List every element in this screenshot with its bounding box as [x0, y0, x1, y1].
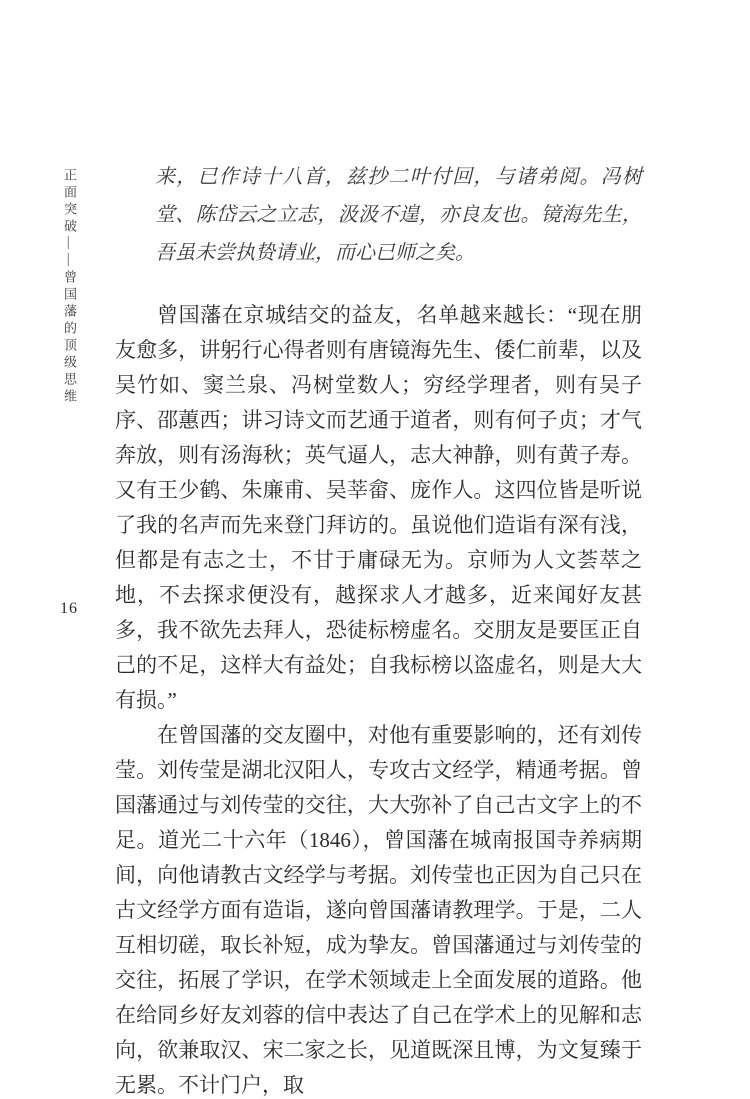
letter-quote-block: 来，已作诗十八首，兹抄二叶付回，与诸弟阅。冯树堂、陈岱云之立志，汲汲不遑，亦良友也。镜海先生，吾虽未尝执贽请业，而心已师之矣。 [155, 166, 642, 264]
page-number: 16 [60, 600, 78, 617]
page-content [115, 158, 642, 1099]
spine-book-title: 正面突破——曾国藩的顶级思维 [62, 168, 77, 406]
body-paragraph: 曾国藩在京城结交的益友，名单越来越长：“现在朋友愈多，讲躬行心得者则有唐镜海先生、倭仁前辈，以及吴竹如、窦兰泉、冯树堂数人；穷经学理者，则有吴子序、邵蕙西；讲习诗文而艺通于道者，则有何子贞；才气奔放，则有汤海秋；英气逼人，志大神静，则有黄子寿。又有王少鹤、朱廉甫、吴莘畲、庞作人。这四位皆是听说了我的名声而先来登门拜访的。虽说他们造诣有深有浅，但都是有志之士，不甘于庸碌无为。京师为人文荟萃之地，不去探求便没有，越探求人才越多，近来闻好友甚多，我不欲先去拜人，恐徒标榜虚名。交朋友是要匡正自己的不足，这样大有益处；自我标榜以盗虚名，则是大大有损。” [115, 303, 642, 712]
body-paragraph: 在曾国藩的交友圈中，对他有重要影响的，还有刘传莹。刘传莹是湖北汉阳人，专攻古文经学，精通考据。曾国藩通过与刘传莹的交往，大大弥补了自己古文字上的不足。道光二十六年（1846），曾国藩在城南报国寺养病期间，向他请教古文经学与考据。刘传莹也正因为自己只在古文经学方面有造诣，遂向曾国藩请教理学。于是，二人互相切磋，取长补短，成为挚友。曾国藩通过与刘传莹的交往，拓展了学识，在学术领域走上全面发展的道路。他在给同乡好友刘蓉的信中表达了自己在学术上的见解和志向，欲兼取汉、宋二家之长，见道既深且博，为文复臻于无累。不计门户，取 [115, 723, 642, 1097]
